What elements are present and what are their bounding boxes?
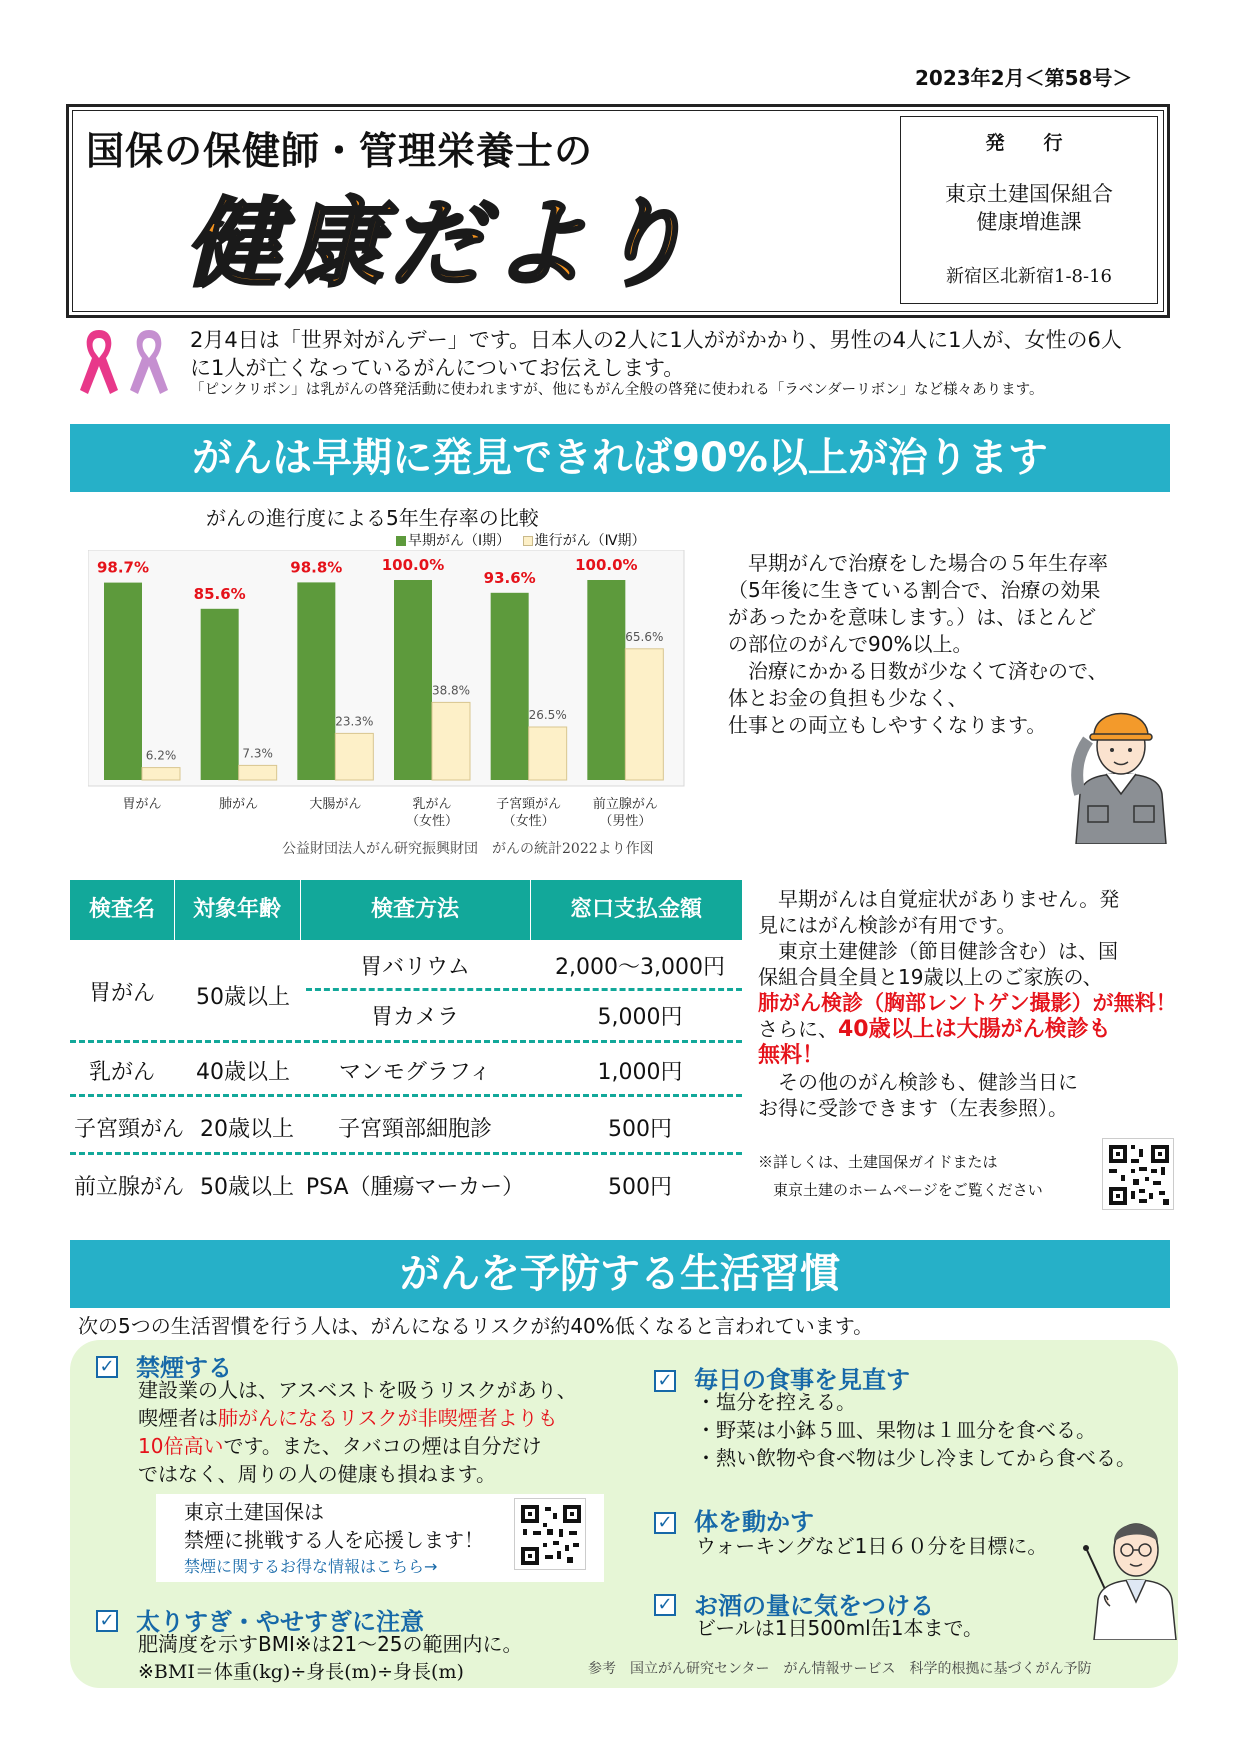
habit-smoking-10x: 10倍高い <box>138 1434 224 1458</box>
screening-p4: 保組合員全員と19歳以上のご家族の、 <box>758 965 1103 989</box>
data-label-early: 100.0% <box>381 556 445 574</box>
habit-smoking-line2a: 喫煙者は <box>138 1406 218 1430</box>
screening-free-colon-end: 無料！ <box>758 1043 825 1068</box>
habit-smoking-line4: ではなく、周りの人の健康も損ねます。 <box>138 1462 496 1486</box>
table-cell-price: 5,000円 <box>597 1005 683 1030</box>
section2-banner: がんを予防する生活習慣 <box>70 1240 1170 1308</box>
legend-label-early: 早期がん（Ⅰ期） <box>408 533 511 549</box>
bar-early <box>394 580 432 780</box>
early-detection-line: があったかを意味します。）は、ほとんど <box>728 605 1097 629</box>
early-detection-line: （5年後に生きている割合で、治療の効果 <box>728 578 1101 602</box>
bar-early <box>587 580 625 780</box>
bar-late <box>432 702 470 780</box>
check-icon: ✓ <box>654 1512 676 1534</box>
screening-info-text <box>758 886 1178 1121</box>
habit-alcohol-title: お酒の量に気をつける <box>694 1592 934 1620</box>
x-tick-label: 大腸がん <box>309 797 362 812</box>
data-label-late: 38.8% <box>431 683 471 698</box>
data-label-early: 93.6% <box>483 568 536 587</box>
screening-p5: さらに、 <box>758 1017 838 1041</box>
check-icon: ✓ <box>96 1356 118 1378</box>
habit-smoking-line3b: です。また、タバコの煙は自分だけ <box>223 1434 542 1458</box>
screening-p2: 見にはがん検診が有用です。 <box>758 913 1017 937</box>
th-price: 窓口支払金額 <box>569 897 702 922</box>
table-cell-age: 50歳以上 <box>196 985 290 1010</box>
data-label-early: 100.0% <box>575 556 638 574</box>
data-label-late: 26.5% <box>528 708 567 722</box>
publisher-org-line1: 東京土建国保組合 <box>945 182 1113 206</box>
bar-late <box>529 727 567 780</box>
screening-free-lung: 肺がん検診（胸部レントゲン撮影）が無料！ <box>758 991 1177 1015</box>
bar-late <box>142 768 180 780</box>
habit-diet-item: ・塩分を控える。 <box>696 1390 856 1414</box>
x-tick-label: 子宮頸がん <box>496 797 562 812</box>
table-cell-price: 1,000円 <box>597 1060 683 1085</box>
habit-weight-title: 太りすぎ・やせすぎに注意 <box>136 1608 424 1636</box>
intro-line2: に1人が亡くなっているがんについてお伝えします。 <box>190 356 685 380</box>
screening-p3: 東京土建健診（節目健診含む）は、国 <box>758 939 1118 963</box>
data-label-late: 23.3% <box>335 714 374 729</box>
quit-support-link[interactable]: 禁煙に関するお得な情報はこちら→ <box>184 1557 438 1576</box>
early-detection-line: 治療にかかる日数が少なくて済むので、 <box>728 659 1108 683</box>
table-cell-method: 胃カメラ <box>370 1005 459 1030</box>
early-detection-line: 早期がんで治療をした場合の５年生存率 <box>728 551 1108 575</box>
habit-diet-body <box>696 1388 1136 1472</box>
details-note-line1: ※詳しくは、土建国保ガイドまたは <box>758 1153 998 1171</box>
habit-weight-body <box>138 1630 523 1686</box>
bar-early <box>491 593 529 780</box>
homepage-qr-code[interactable] <box>1102 1138 1174 1210</box>
habit-smoking-title: 禁煙する <box>136 1354 232 1382</box>
habit-smoking-risk: 肺がんになるリスクが非喫煙者よりも <box>218 1406 558 1430</box>
data-label-early: 98.8% <box>290 558 343 577</box>
x-tick-label: 前立腺がん <box>592 797 658 812</box>
table-cell-name: 子宮頸がん <box>73 1117 184 1142</box>
legend-swatch-early <box>396 536 406 546</box>
x-tick-label: （女性） <box>502 814 555 829</box>
table-cell-age: 40歳以上 <box>196 1060 290 1085</box>
details-note-line2: 東京土建のホームページをご覧ください <box>758 1181 1043 1199</box>
ribbon-note: 「ピンクリボン」は乳がんの啓発活動に使われますが、他にもがん全般の啓発に使われる「ラベンダーリボン」など様々あります。 <box>190 382 1044 398</box>
table-cell-price: 500円 <box>608 1117 672 1142</box>
early-detection-line: 仕事との両立もしやすくなります。 <box>728 713 1047 737</box>
habits-lead: 次の5つの生活習慣を行う人は、がんになるリスクが約40%低くなると言われています。 <box>78 1314 874 1338</box>
legend-swatch-late <box>523 536 533 546</box>
survival-bar-chart <box>88 550 688 842</box>
details-note <box>758 1148 1098 1204</box>
section1-banner: がんは早期に発見できれば90%以上が治ります <box>70 424 1170 492</box>
data-label-early: 85.6% <box>193 584 246 603</box>
habit-alcohol-body: ビールは1日500ml缶1本まで。 <box>696 1616 984 1640</box>
table-cell-age: 20歳以上 <box>200 1117 294 1142</box>
chart-legend <box>396 530 646 550</box>
x-tick-label: （女性） <box>405 814 459 829</box>
x-tick-label: （男性） <box>599 814 652 829</box>
th-target-age: 対象年齢 <box>192 897 281 922</box>
habit-smoking-body <box>138 1376 618 1488</box>
data-label-late: 65.6% <box>625 629 664 644</box>
habit-weight-bmi-formula: ※BMI＝体重(kg)÷身長(m)÷身長(m) <box>138 1661 464 1683</box>
bar-late <box>625 649 663 780</box>
quit-smoking-qr-code[interactable] <box>514 1498 586 1570</box>
newsletter-title: 健康だより <box>185 188 695 300</box>
pink-ribbon-icon <box>74 324 124 396</box>
bar-late <box>239 765 277 780</box>
table-cell-method: 子宮頸部細胞診 <box>337 1117 492 1142</box>
publisher-address: 新宿区北新宿1-8-16 <box>946 266 1112 287</box>
bar-late <box>335 733 373 780</box>
habit-exercise-body: ウォーキングなど1日６０分を目標に。 <box>696 1534 1048 1558</box>
issue-date: 2023年2月＜第58号＞ <box>915 66 1133 90</box>
early-detection-line: の部位のがんで90%以上。 <box>728 632 973 656</box>
intro-line1: 2月4日は「世界対がんデー」です。日本人の2人に1人ががかかり、男性の4人に1人が、女性の6人 <box>190 328 1122 352</box>
table-cell-method: PSA（腫瘍マーカー） <box>305 1175 525 1200</box>
x-tick-label: 肺がん <box>219 797 259 812</box>
table-cell-method: 胃バリウム <box>360 955 470 980</box>
doctor-illustration <box>1080 1490 1178 1640</box>
screening-p1: 早期がんは自覚症状がありません。発 <box>758 887 1120 911</box>
chart-source: 公益財団法人がん研究振興財団 がんの統計2022より作図 <box>282 841 654 857</box>
reference-note: 参考 国立がん研究センター がん情報サービス 科学的根拠に基づくがん予防 <box>588 1661 1092 1677</box>
th-method: 検査方法 <box>370 897 459 922</box>
check-icon: ✓ <box>654 1594 676 1616</box>
data-label-early: 98.7% <box>96 558 150 577</box>
newsletter-subtitle: 国保の保健師・管理栄養士の <box>86 129 594 173</box>
quit-support-text <box>184 1498 484 1554</box>
bar-early <box>104 583 142 780</box>
x-tick-label: 胃がん <box>122 797 162 812</box>
publisher-org <box>900 180 1158 236</box>
screening-p7: お得に受診できます（左表参照）。 <box>758 1096 1068 1120</box>
data-label-late: 7.3% <box>242 746 273 761</box>
chart-title: がんの進行度による5年生存率の比較 <box>206 506 539 530</box>
habit-smoking-line1: 建設業の人は、アスベストを吸うリスクがあり、 <box>138 1378 577 1402</box>
bar-early <box>297 582 335 780</box>
screening-free-colon: 40歳以上は大腸がん検診も <box>838 1017 1111 1042</box>
table-cell-name: 胃がん <box>88 981 155 1006</box>
quit-support-line1: 東京土建国保は <box>184 1500 324 1524</box>
bar-early <box>201 609 239 780</box>
table-cell-price: 2,000～3,000円 <box>555 955 725 980</box>
table-cell-name: 乳がん <box>88 1060 155 1085</box>
habit-exercise-title: 体を動かす <box>694 1508 814 1536</box>
th-exam-name: 検査名 <box>88 897 155 922</box>
publisher-org-line2: 健康増進課 <box>976 210 1082 234</box>
table-cell-price: 500円 <box>608 1175 672 1200</box>
table-cell-age: 50歳以上 <box>200 1175 294 1200</box>
screening-p6: その他のがん検診も、健診当日に <box>758 1070 1078 1094</box>
construction-worker-illustration <box>1066 694 1176 844</box>
early-detection-line: 体とお金の負担も少なく、 <box>728 686 968 710</box>
x-tick-label: 乳がん <box>412 797 452 812</box>
table-cell-method: マンモグラフィ <box>338 1060 492 1085</box>
intro-text <box>190 326 1170 382</box>
table-cell-name: 前立腺がん <box>73 1175 184 1200</box>
habit-diet-item: ・野菜は小鉢５皿、果物は１皿分を食べる。 <box>696 1418 1096 1442</box>
publisher-heading: 発 行 <box>985 132 1073 154</box>
habit-diet-item: ・熱い飲物や食べ物は少し冷ましてから食べる。 <box>696 1446 1136 1470</box>
data-label-late: 6.2% <box>145 748 177 763</box>
legend-label-late: 進行がん（Ⅳ期） <box>534 533 646 549</box>
habit-diet-title: 毎日の食事を見直す <box>694 1366 910 1394</box>
check-icon: ✓ <box>654 1370 676 1392</box>
check-icon: ✓ <box>96 1610 118 1632</box>
lavender-ribbon-icon <box>124 324 174 396</box>
habit-weight-line1: 肥満度を示すBMI※は21～25の範囲内に。 <box>138 1632 523 1656</box>
quit-support-line2: 禁煙に挑戦する人を応援します！ <box>184 1528 484 1552</box>
